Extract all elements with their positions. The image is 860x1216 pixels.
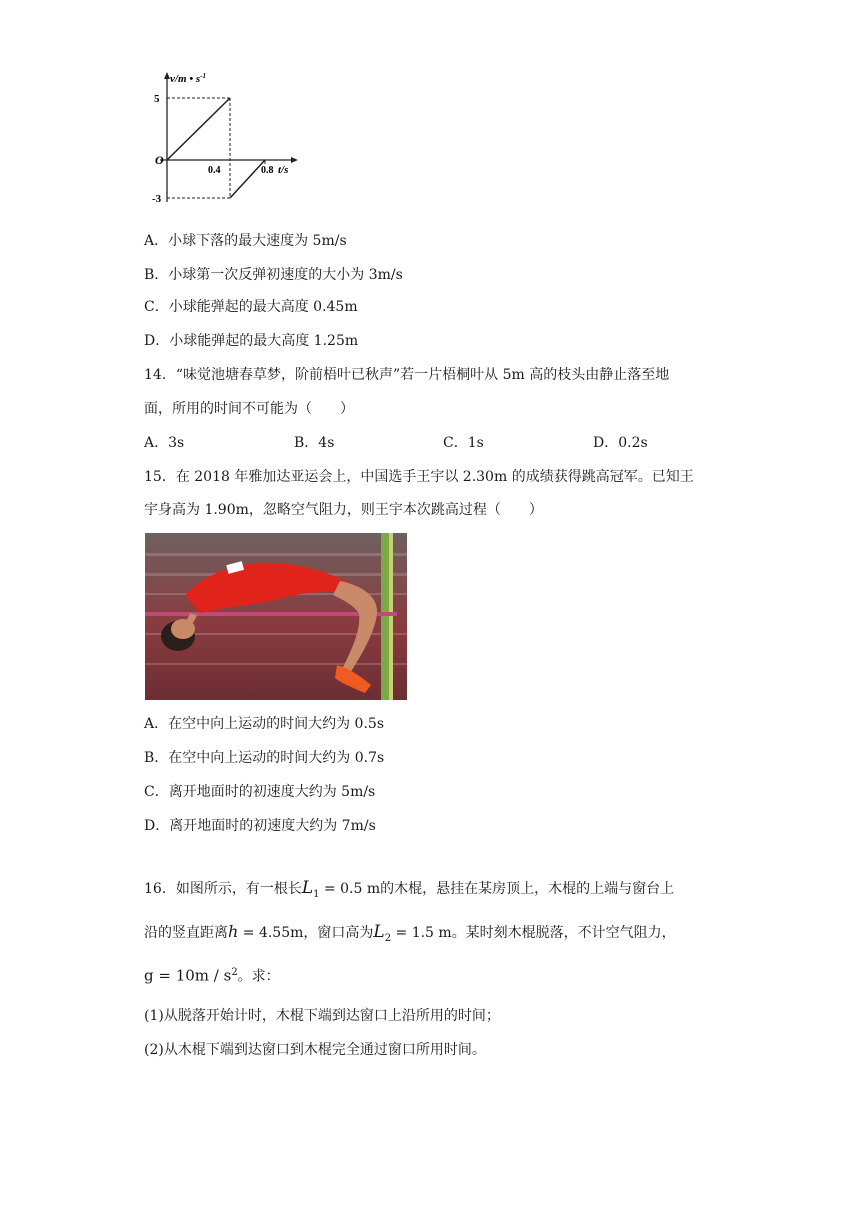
q16-val-L1: = 0.5 m <box>319 881 381 897</box>
velocity-time-graph <box>150 70 310 210</box>
q14-stem-line2: 面，所用的时间不可能为（ ） <box>144 401 354 417</box>
q13-option-d: D．小球能弹起的最大高度 1.25m <box>144 333 359 349</box>
q16-var-L2: L <box>373 922 385 942</box>
q16-var-h: h <box>228 922 239 941</box>
high-jump-photo <box>145 533 407 700</box>
fall-segment <box>167 98 230 160</box>
q16-stem-line1 <box>144 878 674 905</box>
q16-subquestion-1: (1)从脱落开始计时，木棍下端到达窗口上沿所用的时间； <box>144 1008 500 1024</box>
q14-option-a: A．3s <box>144 435 185 451</box>
q13-option-a: A．小球下落的最大速度为 5m/s <box>144 233 347 249</box>
q16-stem-line2 <box>144 922 676 949</box>
x-axis-arrow <box>291 157 298 163</box>
q16-text-2c: 。某时刻木棍脱落，不计空气阻力， <box>451 925 676 941</box>
q16-stem-line3 <box>144 963 280 987</box>
tick-y-5: 5 <box>154 93 160 105</box>
q16-text-2a: 沿的竖直距离 <box>144 925 228 941</box>
q16-val-L2: = 1.5 m <box>391 925 452 941</box>
q14-stem-line1: 14．“味觉池塘春草梦，阶前梧叶已秋声”若一片梧桐叶从 5m 高的枝头由静止落至地 <box>144 367 670 383</box>
q14-option-c: C．1s <box>443 435 484 451</box>
q16-text-3: 。求： <box>237 968 280 985</box>
rebound-segment <box>230 160 265 198</box>
q15-stem-line1: 15．在 2018 年雅加达亚运会上，中国选手王宇以 2.30m 的成绩获得跳高冠军。已知王 <box>144 469 694 485</box>
tick-x-0.8: 0.8 <box>261 165 274 176</box>
q15-stem-line2: 宇身高为 1.90m，忽略空气阻力，则王宇本次跳高过程（ ） <box>144 502 543 518</box>
q13-option-b: B．小球第一次反弹初速度的大小为 3m/s <box>144 267 403 283</box>
tick-y-neg3: -3 <box>152 193 162 205</box>
origin-label: O <box>155 153 164 167</box>
q16-sub-1: 1 <box>313 888 320 900</box>
q16-text-2b: ，窗口高为 <box>303 925 374 941</box>
q16-subquestion-2: (2)从木棍下端到达窗口到木棍完全通过窗口所用时间。 <box>144 1042 486 1058</box>
q16-gravity: g = 10m / s <box>144 966 232 985</box>
q15-option-b: B．在空中向上运动的时间大约为 0.7s <box>144 750 385 766</box>
q15-option-c: C．离开地面时的初速度大约为 5m/s <box>144 784 376 800</box>
q15-option-a: A．在空中向上运动的时间大约为 0.5s <box>144 716 385 732</box>
q14-option-b: B．4s <box>294 435 335 451</box>
q16-text-1b: 的木棍，悬挂在某房顶上，木棍的上端与窗台上 <box>380 881 675 897</box>
q16-val-h: = 4.55m <box>238 925 304 941</box>
q16-text-1a: 16．如图所示，有一根长 <box>144 881 302 897</box>
y-axis-label: v/m • $s^{-1}$ <box>170 72 206 85</box>
q13-option-c: C．小球能弹起的最大高度 0.45m <box>144 299 358 315</box>
tick-x-0.4: 0.4 <box>208 165 221 176</box>
q14-option-d: D．0.2s <box>593 435 648 451</box>
q16-sub-2: 2 <box>384 932 392 944</box>
x-axis-label: t/s <box>278 164 289 176</box>
q16-var-L1: L <box>301 878 314 898</box>
q15-option-d: D．离开地面时的初速度大约为 7m/s <box>144 818 376 834</box>
q16-sup-2: 2 <box>231 967 238 978</box>
